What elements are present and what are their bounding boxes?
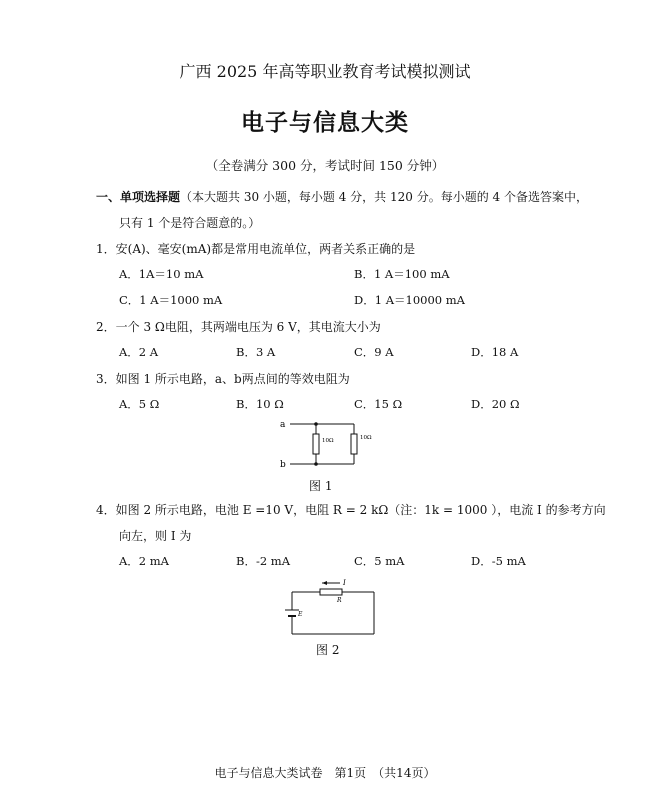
page-footer: 电子与信息大类试卷 第1页 （共14页） [214,766,436,780]
question-1-option-c: C．1 A＝1000 mA [119,293,223,307]
question-4-option-a: A．2 mA [119,554,169,568]
question-4-stem-line2: 向左，则 I 为 [119,529,192,543]
question-4-option-c: C．5 mA [354,554,405,568]
question-4-option-d: D．-5 mA [471,554,526,568]
question-1-option-d: D．1 A＝10000 mA [354,293,465,307]
question-3-option-d: D．20 Ω [471,397,520,411]
question-1-option-a: A．1A＝10 mA [119,267,204,281]
question-2-option-d: D．18 A [471,345,519,359]
question-3-option-c: C．15 Ω [354,397,403,411]
figure-2-current-label: I [343,579,346,587]
question-2-option-b: B．3 A [236,345,276,359]
figure-2-resistor-label: R [337,597,342,604]
question-1-option-b: B．1 A＝100 mA [354,267,450,281]
figure-2-caption: 图 2 [316,643,340,657]
subject-title: 电子与信息大类 [241,109,409,136]
question-2-stem: 2．一个 3 Ω电阻，其两端电压为 6 V，其电流大小为 [96,320,381,334]
figure-1-node-a: a [280,420,286,430]
section-instructions-line1: （本大题共 30 小题，每小题 4 分，共 120 分。每小题的 4 个备选答案中， [180,190,588,204]
question-3-stem: 3．如图 1 所示电路，a、b两点间的等效电阻为 [96,372,350,386]
question-3-option-b: B．10 Ω [236,397,284,411]
figure-2-circuit [284,576,380,638]
question-4-option-b: B．-2 mA [236,554,291,568]
figure-1-caption: 图 1 [309,479,333,493]
question-3-option-a: A．5 Ω [119,397,160,411]
exam-note: （全卷满分 300 分，考试时间 150 分钟） [205,158,445,173]
figure-1-circuit [278,418,372,472]
section-instructions [96,188,588,205]
figure-1-r2-label: 10Ω [360,435,372,441]
section-heading: 一、单项选择题 [96,190,181,204]
figure-1-node-b: b [280,460,286,470]
question-2-option-a: A．2 A [119,345,159,359]
figure-1-r1-label: 10Ω [322,438,334,444]
question-2-option-c: C．9 A [354,345,394,359]
question-4-stem-line1: 4．如图 2 所示电路，电池 E =10 V，电阻 R = 2 kΩ（注：1k = 1000 ），电流 I 的参考方向 [96,503,606,517]
question-1-stem: 1．安(A)、毫安(mA)都是常用电流单位，两者关系正确的是 [96,242,416,256]
section-instructions-line2: 只有 1 个是符合题意的。） [119,216,261,230]
exam-title: 广西 2025 年高等职业教育考试模拟测试 [179,62,471,81]
figure-2-battery-label: E [298,611,303,618]
